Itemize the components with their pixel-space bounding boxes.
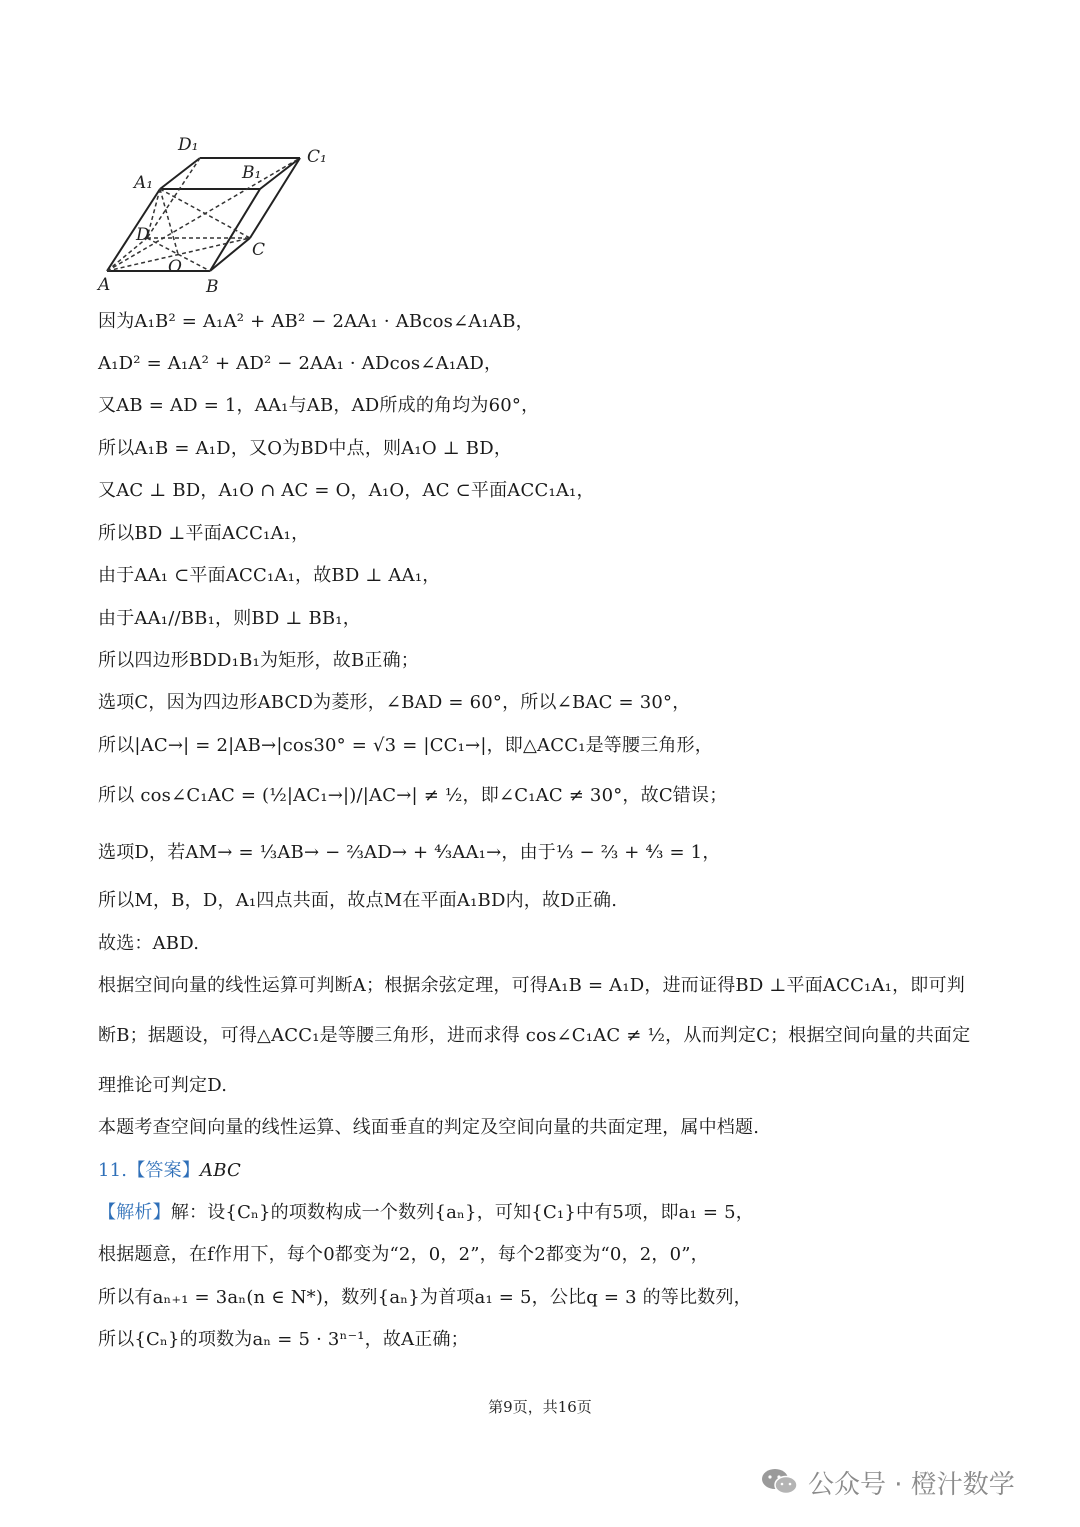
question-number: 11. — [98, 1160, 128, 1181]
label-O: O — [168, 257, 182, 277]
solution-line: 选项D，若AM→ = ⅓AB→ − ⅔AD→ + ⁴⁄₃AA₁→，由于⅓ − ⅔ + ⁴⁄₃ = 1， — [98, 842, 721, 863]
label-A: A — [98, 275, 111, 295]
solution-line: 因为A₁B² = A₁A² + AB² − 2AA₁ · ABcos∠A₁AB， — [98, 311, 534, 332]
label-B1: B₁ — [242, 163, 262, 183]
label-B: B — [206, 277, 219, 297]
parallelepiped-figure — [92, 128, 342, 298]
solution-line: 由于AA₁//BB₁，则BD ⊥ BB₁， — [98, 608, 361, 629]
solution-line: 本题考查空间向量的线性运算、线面垂直的判定及空间向量的共面定理，属中档题. — [98, 1117, 760, 1138]
solution-line: 选项C，因为四边形ABCD为菱形，∠BAD = 60°，所以∠BAC = 30°， — [98, 692, 691, 713]
answer-tag: 【答案】 — [127, 1160, 201, 1181]
solution-line: 根据空间向量的线性运算可判断A；根据余弦定理，可得A₁B = A₁D，进而证得BD ⊥平面ACC₁A₁，即可判 — [98, 975, 965, 996]
solution-line: 又AC ⊥ BD，A₁O ∩ AC = O，A₁O，AC ⊂平面ACC₁A₁， — [98, 480, 595, 501]
solution-line: 所以M，B，D，A₁四点共面，故点M在平面A₁BD内，故D正确. — [98, 890, 618, 911]
solution-line: 所以A₁B = A₁D，又O为BD中点，则A₁O ⊥ BD， — [98, 438, 513, 459]
watermark-text: 公众号 · 橙汁数学 — [808, 1469, 1015, 1500]
label-C: C — [252, 240, 266, 260]
label-A1: A₁ — [134, 173, 154, 193]
analysis-text: 解：设{Cₙ}的项数构成一个数列{aₙ}，可知{C₁}中有5项，即a₁ = 5， — [170, 1202, 754, 1223]
solution-line: 由于AA₁ ⊂平面ACC₁A₁，故BD ⊥ AA₁， — [98, 565, 441, 586]
solution-line: 所以四边形BDD₁B₁为矩形，故B正确； — [98, 650, 419, 671]
solution-line: 所以{Cₙ}的项数为aₙ = 5 · 3ⁿ⁻¹，故A正确； — [98, 1329, 469, 1350]
wechat-icon — [760, 1466, 800, 1498]
question-11-answer — [98, 1159, 241, 1183]
label-D: D — [136, 225, 150, 245]
question-11-analysis — [98, 1201, 754, 1225]
label-C1: C₁ — [307, 147, 327, 167]
solution-line: 又AB = AD = 1，AA₁与AB，AD所成的角均为60°， — [98, 395, 540, 416]
solution-line: 理推论可判定D. — [98, 1075, 228, 1096]
solution-line: 所以有aₙ₊₁ = 3aₙ(n ∈ N*)，数列{aₙ}为首项a₁ = 5，公比q = 3 的等比数列， — [98, 1287, 752, 1308]
answer-value: ABC — [200, 1160, 241, 1181]
label-D1: D₁ — [178, 135, 199, 155]
solution-line: 断B；据题设，可得△ACC₁是等腰三角形，进而求得 cos∠C₁AC ≠ ½，从而判定C；根据空间向量的共面定 — [98, 1025, 971, 1046]
watermark — [760, 1462, 1015, 1502]
analysis-tag: 【解析】 — [98, 1202, 171, 1223]
solution-line: 所以BD ⊥平面ACC₁A₁， — [98, 523, 310, 544]
page-footer: 第9页，共16页 — [488, 1398, 592, 1416]
solution-line: 根据题意，在f作用下，每个0都变为“2，0，2”，每个2都变为“0，2，0”， — [98, 1244, 709, 1265]
solution-line: 故选：ABD. — [98, 933, 200, 954]
solution-line: A₁D² = A₁A² + AD² − 2AA₁ · ADcos∠A₁AD， — [98, 353, 503, 374]
solution-line: 所以 cos∠C₁AC = (½|AC₁→|)/|AC→| ≠ ½，即∠C₁AC ≠ 30°，故C错误； — [98, 785, 728, 806]
solution-line: 所以|AC→| = 2|AB→|cos30° = √3 = |CC₁→|，即△ACC₁是等腰三角形， — [98, 735, 714, 756]
